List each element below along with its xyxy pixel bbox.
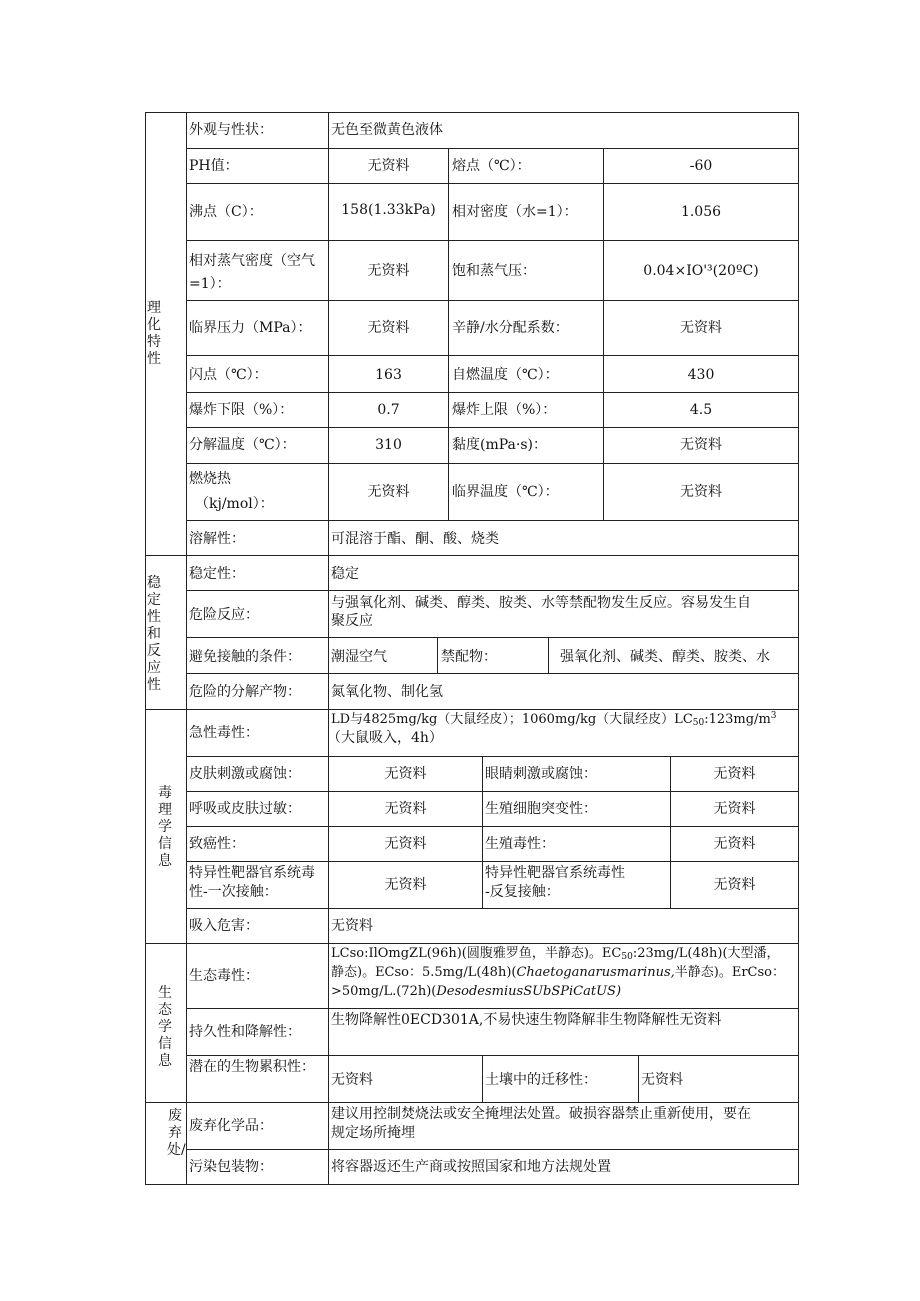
vapor-density-label-2: =1）：: [189, 276, 231, 292]
uel-value: 4.5: [689, 402, 713, 418]
skin-label: 皮肤刺激或腐蚀：: [189, 766, 301, 782]
stot-repeat-value: 无资料: [713, 877, 756, 893]
section-disposal: 废弃处/: [167, 1108, 186, 1158]
stot-repeat-label-2: -反复接触：: [485, 884, 560, 900]
avoid-value: 潮湿空气: [331, 649, 387, 665]
rule: [186, 673, 799, 674]
ecotox-line2b: 半静态)。ErCso：: [674, 965, 785, 980]
aspiration-label: 吸入危害：: [189, 918, 259, 934]
lel-label: 爆炸下限（%）：: [189, 402, 294, 418]
flash-label: 闪点（℃）：: [189, 367, 268, 383]
waste-value-1: 建议用控制焚烧法或安全掩埋法处置。破损容器禁止重新使用，要在: [331, 1106, 751, 1122]
rule: [145, 1102, 799, 1103]
stot-single-label-2: 性-一次接触：: [189, 884, 278, 900]
flash-value: 163: [375, 367, 402, 383]
ecotox-line1sub: 50: [621, 952, 633, 962]
bioaccum-label: 潜在的生物累积性：: [189, 1059, 315, 1075]
rule: [186, 1055, 799, 1056]
autoignition-value: 430: [687, 367, 715, 383]
sensitization-label: 呼吸或皮肤过敏：: [189, 801, 301, 817]
appearance-label: 外观与性状：: [189, 122, 273, 138]
rule: [186, 148, 799, 149]
rule: [482, 756, 483, 908]
appearance-value: 无色至微黄色液体: [331, 122, 443, 138]
ecotox-line1b: :23mg/L(48h)(大型潘，: [632, 946, 780, 961]
melting-label: 熔点（℃）：: [452, 158, 531, 174]
rule: [638, 1055, 639, 1102]
sat-vapor-label: 饱和蒸气压：: [452, 263, 536, 279]
boiling-value: 158(1.33kPa): [341, 202, 436, 218]
section-ecology: 生态学信息: [158, 985, 172, 1069]
rule: [186, 826, 799, 827]
ph-value: 无资料: [367, 158, 410, 174]
avoid-label: 避免接触的条件：: [189, 649, 301, 665]
rule: [186, 861, 799, 862]
rule: [186, 791, 799, 792]
partition-value: 无资料: [680, 320, 722, 336]
rule: [186, 637, 799, 638]
ecotox-line-3: [331, 983, 621, 1001]
carcinogenicity-value: 无资料: [384, 836, 427, 852]
partition-label: 辛静/水分配系数：: [452, 320, 569, 336]
packaging-label: 污染包装物：: [189, 1159, 273, 1175]
combustion-label-2: （kj/mol）：: [195, 496, 274, 512]
skin-value: 无资料: [384, 766, 427, 782]
acute-value-line-2: （大鼠吸入，4h）: [327, 730, 443, 746]
ecotox-line1a: LCso:IlOmgZL(96h)(圆腹雅罗鱼，半静态)。EC: [331, 946, 622, 961]
carcinogenicity-label: 致癌性：: [189, 836, 245, 852]
stability-value: 稳定: [331, 566, 359, 582]
rule: [186, 1149, 799, 1150]
section-stability: 稳定性和反应性: [147, 575, 161, 693]
critical-pressure-label: 临界压力（MPa）：: [189, 320, 312, 336]
bioaccum-value: 无资料: [331, 1072, 373, 1088]
critical-pressure-value: 无资料: [367, 320, 410, 336]
rule: [548, 637, 549, 673]
solubility-label: 溶解性：: [189, 531, 245, 547]
aspiration-value: 无资料: [331, 918, 373, 934]
ecotox-label: 生态毒性：: [189, 968, 259, 984]
lel-value: 0.7: [377, 402, 400, 418]
acute-value-line-1: [331, 711, 777, 729]
rule: [186, 1008, 799, 1009]
critical-temp-label: 临界温度（℃）：: [452, 484, 559, 500]
rule: [186, 427, 799, 428]
uel-label: 爆炸上限（%）：: [452, 402, 557, 418]
ecotox-line-2: [331, 964, 785, 982]
rule: [186, 183, 799, 184]
acute-value-1b: :123mg/m: [704, 712, 771, 727]
stot-single-value: 无资料: [384, 877, 427, 893]
rule: [145, 709, 799, 710]
autoignition-label: 自燃温度（℃）：: [452, 367, 559, 383]
rule: [145, 943, 799, 944]
density-label: 相对密度（水=1）：: [452, 204, 578, 220]
ecotox-line2a: 静态)。ECso：5.5mg/L(48h)(: [331, 965, 517, 980]
rule: [186, 355, 799, 356]
incompatible-value: 强氧化剂、碱类、醇类、胺类、水: [560, 649, 770, 665]
rule: [186, 520, 799, 521]
rule: [448, 148, 449, 520]
viscosity-label: 黏度(mPa·s)：: [452, 437, 547, 453]
rule: [186, 908, 799, 909]
acute-value-1a: LD与4825mg/kg（大鼠经皮）；1060mg/kg（大鼠经皮）LC: [331, 712, 693, 727]
decomp-products-label: 危险的分解产物：: [189, 684, 301, 700]
combustion-label-1: 燃烧热: [189, 471, 231, 487]
hazard-reaction-value-1: 与强氧化剂、碱类、醇类、胺类、水等禁配物发生反应。容易发生自: [331, 595, 751, 611]
sensitization-value: 无资料: [384, 801, 427, 817]
rule: [145, 112, 799, 113]
rule: [145, 1184, 799, 1185]
rule: [186, 756, 799, 757]
persistence-value: 生物降解性0ECD301A,不易快速生物降解非生物降解性无资料: [331, 1012, 722, 1028]
waste-label: 废弃化学品：: [189, 1118, 273, 1134]
rule: [482, 1055, 483, 1102]
boiling-label: 沸点（C）：: [189, 204, 263, 220]
rule: [186, 300, 799, 301]
ph-label: PH值：: [189, 158, 239, 174]
hazard-reaction-value-2: 聚反应: [331, 613, 373, 629]
rule: [186, 463, 799, 464]
viscosity-value: 无资料: [680, 437, 722, 453]
solubility-value: 可混溶于酯、酮、酸、烧类: [331, 531, 499, 547]
rule: [437, 637, 438, 673]
stability-label: 稳定性：: [189, 566, 245, 582]
density-value: 1.056: [680, 204, 722, 220]
waste-value-2: 规定场所掩埋: [331, 1125, 415, 1141]
mutagenicity-label: 生殖细胞突变性：: [485, 801, 597, 817]
rule: [798, 112, 799, 1185]
stot-repeat-label-1: 特异性靶器官系统毒性: [485, 865, 625, 881]
melting-value: -60: [689, 158, 713, 174]
incompatible-label: 禁配物：: [441, 649, 497, 665]
section-physchem: 理化特性: [147, 300, 161, 367]
acute-label: 急性毒性：: [189, 725, 259, 741]
vapor-density-label-1: 相对蒸气密度（空气: [189, 253, 315, 269]
acute-value-1sub: 50: [692, 718, 705, 728]
rule: [186, 590, 799, 591]
combustion-value: 无资料: [367, 484, 410, 500]
rule: [186, 392, 799, 393]
eye-value: 无资料: [713, 766, 756, 782]
critical-temp-value: 无资料: [680, 484, 722, 500]
vapor-density-value: 无资料: [367, 263, 410, 279]
ecotox-line3i: DesodesmiusSUbSPiCatUS): [436, 984, 622, 999]
ecotox-line3a: >50mg/L.(72h)(: [331, 984, 437, 999]
decomp-value: 310: [375, 437, 402, 453]
rule: [186, 112, 187, 1185]
packaging-value: 将容器返还生产商或按照国家和地方法规处置: [331, 1159, 611, 1175]
ecotox-line2i: Chaetoganarusmarinus,: [516, 965, 675, 980]
mobility-label: 土壤中的迁移性：: [485, 1072, 597, 1088]
eye-label: 眼睛刺激或腐蚀：: [485, 766, 597, 782]
sat-vapor-value: 0.04×IO'³(20ºC): [643, 263, 759, 279]
section-toxicology: 毒理学信息: [158, 785, 172, 869]
persistence-label: 持久性和降解性：: [189, 1024, 301, 1040]
rule: [186, 240, 799, 241]
reproductive-label: 生殖毒性：: [485, 836, 555, 852]
hazard-reaction-label: 危险反应：: [189, 607, 259, 623]
rule: [145, 555, 799, 556]
decomp-label: 分解温度（℃）：: [189, 437, 296, 453]
ecotox-line-1: [331, 945, 780, 963]
mobility-value: 无资料: [641, 1072, 683, 1088]
acute-value-1sup: 3: [770, 711, 777, 721]
mutagenicity-value: 无资料: [713, 801, 756, 817]
stot-single-label-1: 特异性靶器官系统毒: [189, 865, 315, 881]
decomp-products-value: 氮氧化物、制化氢: [331, 684, 443, 700]
reproductive-value: 无资料: [713, 836, 756, 852]
